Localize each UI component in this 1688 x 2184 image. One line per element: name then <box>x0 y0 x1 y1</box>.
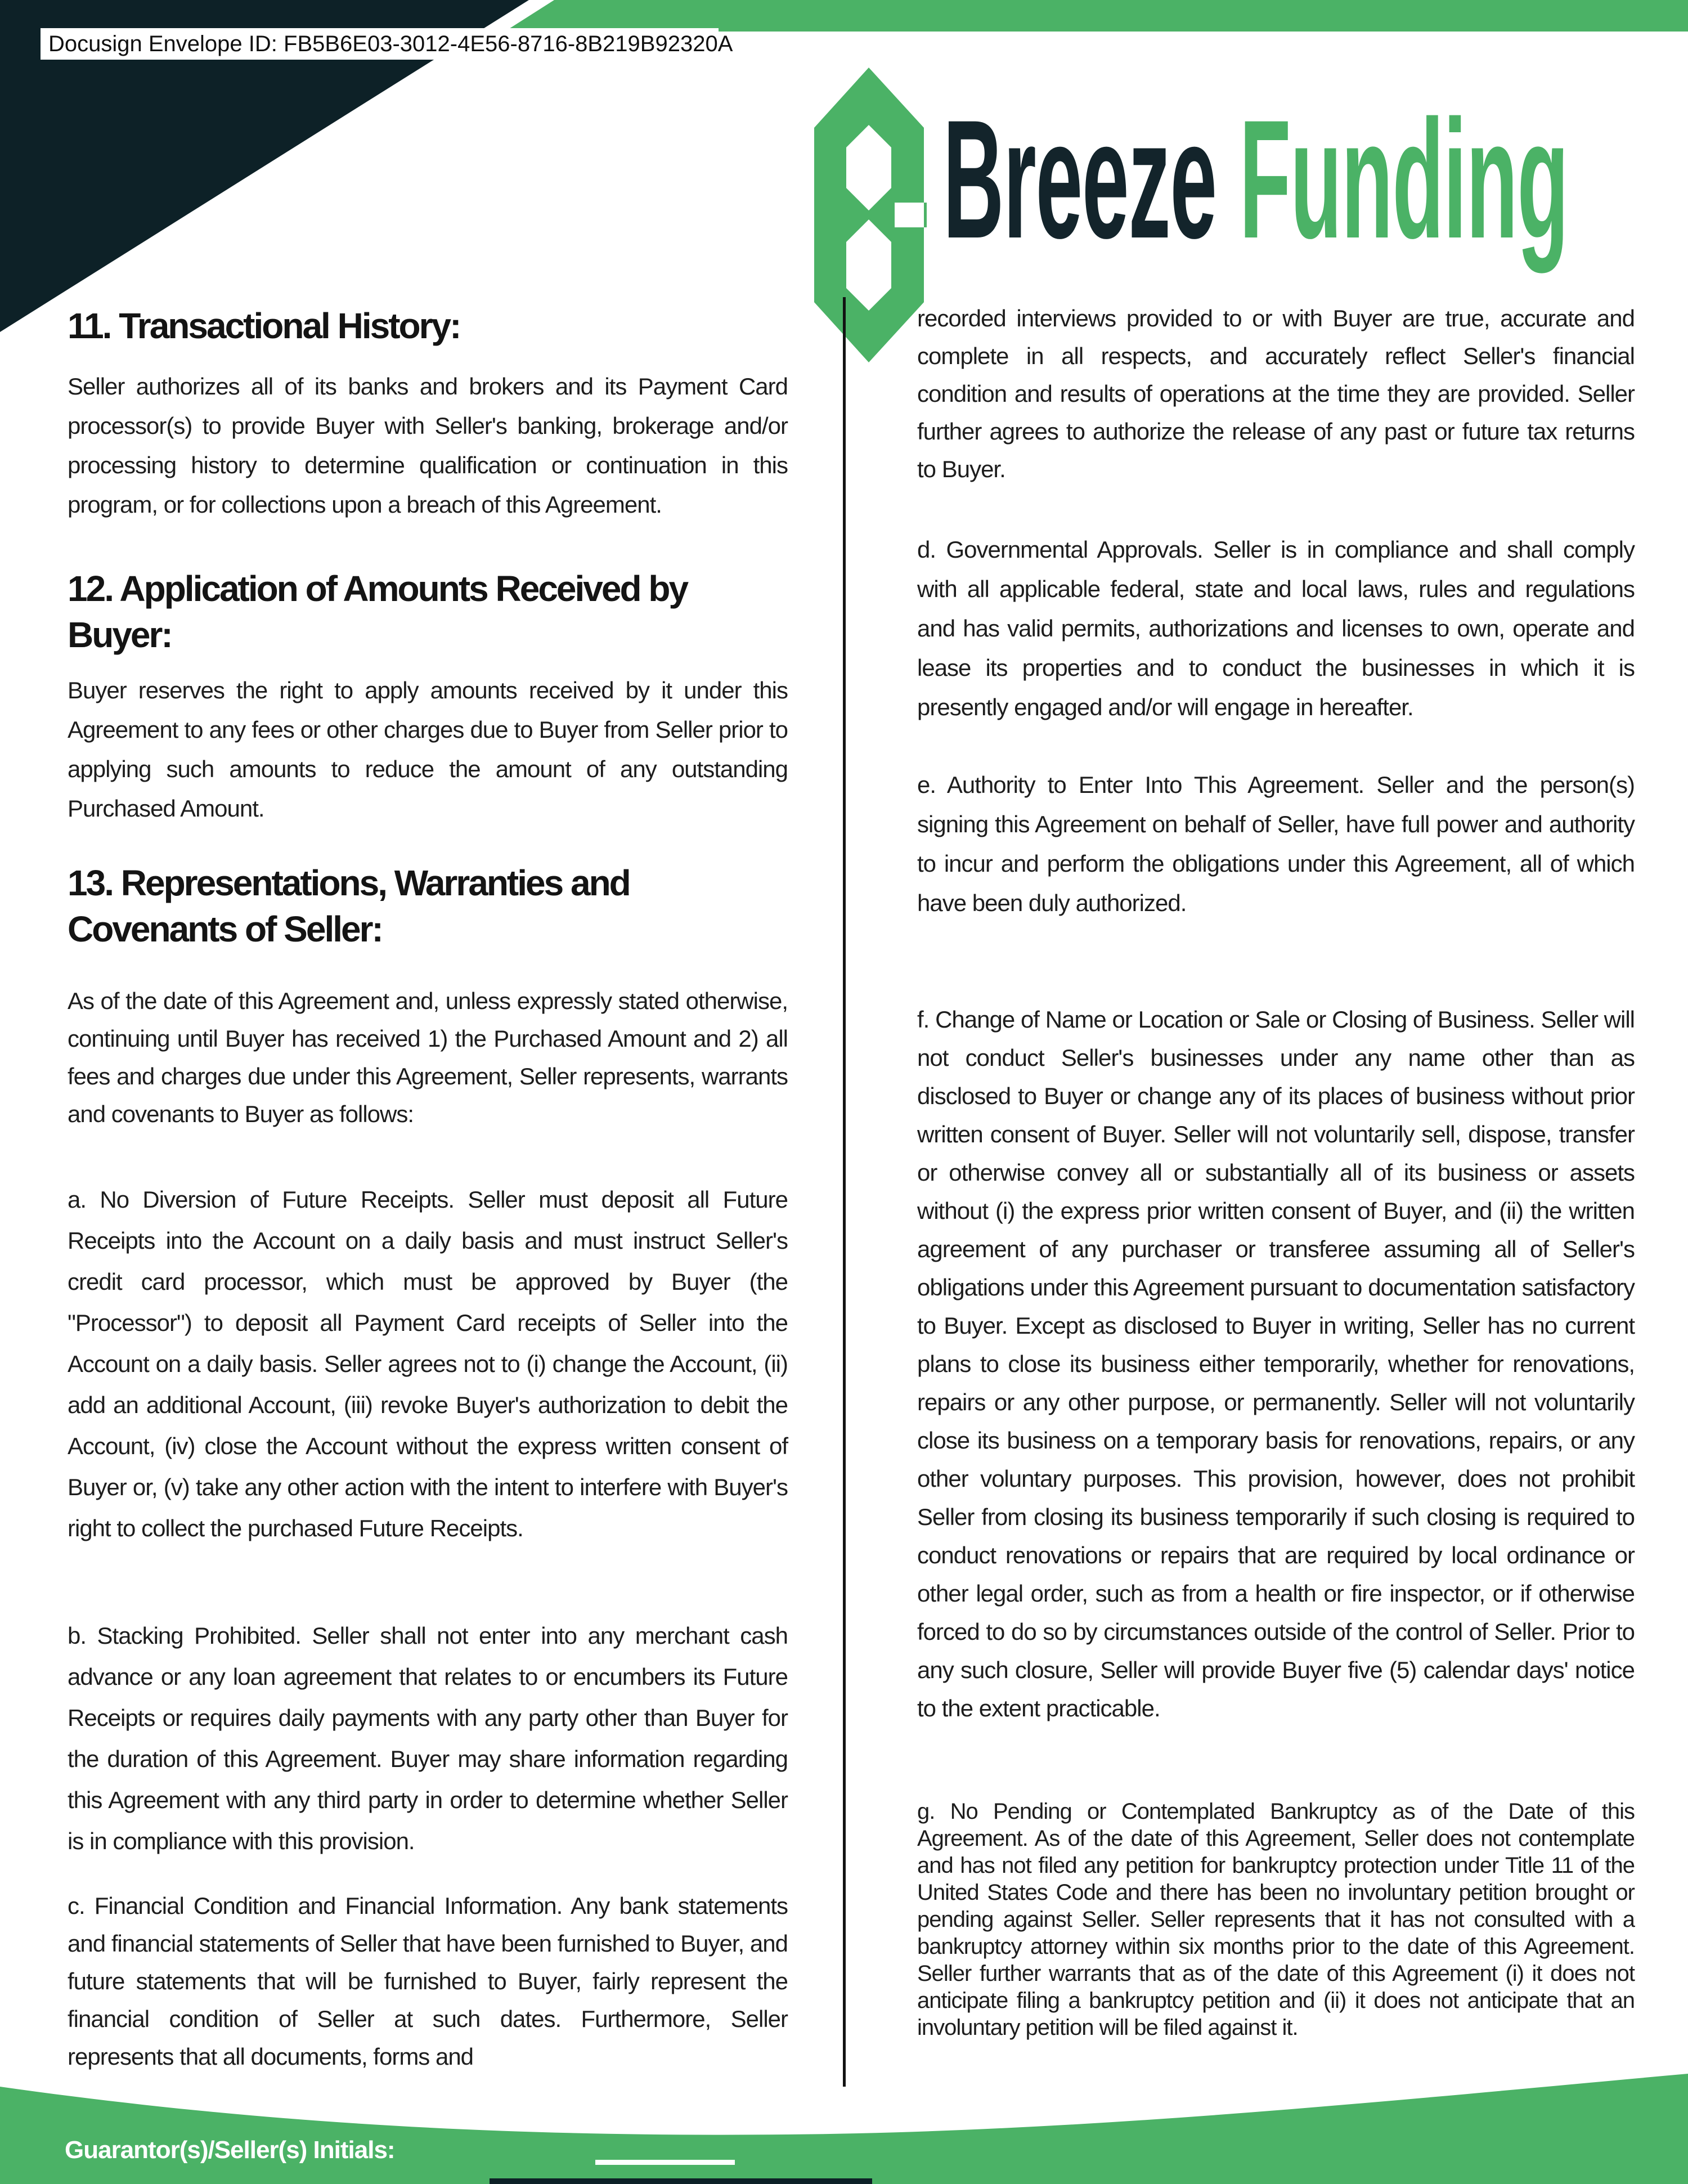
section-13-item-a: a. No Diversion of Future Receipts. Seller must deposit all Future Receipts into the Account on a daily basis and must instruct Seller's credit card processor, which must be approved by Buyer (the "Processor") to deposit all Payment Card receipts of Seller into the Account on a daily basis. Seller agrees not to (i) change the Account, (ii) add an additional Account, (iii) revoke Buyer's authorization to debit the Account, (iv) close the Account without the express written consent of Buyer or, (v) take any other action with the intent to interfere with Buyer's right to collect the purchased Future Receipts. <box>68 1186 788 1541</box>
footer-dark-strip <box>490 2178 872 2184</box>
section-13-item-e: e. Authority to Enter Into This Agreement. Seller and the person(s) signing this Agreement on behalf of Seller, have full power and authority to incur and perform the obligations under this Agreement, all of which have been duly authorized. <box>917 772 1635 916</box>
section-13-item-c: c. Financial Condition and Financial Information. Any bank statements and financial statements of Seller that have been furnished to Buyer, and future statements that will be furnished to Buyer, fairly represent the financial condition of Seller at such dates. Furthermore, Seller represents that all documents, forms and <box>68 1892 788 2070</box>
section-11-body: Seller authorizes all of its banks and brokers and its Payment Card processor(s) to provide Buyer with Seller's banking, brokerage and/or processing history to determine qualification or continuation in this program, or for collections upon a breach of this Agreement. <box>68 373 788 518</box>
logo-word-breeze: Breeze <box>943 84 1216 273</box>
section-13-item-c-continued: recorded interviews provided to or with Buyer are true, accurate and complete in all respects, and accurately reflect Seller's financial condition and results of operations at the time they are provided. Seller further agrees to authorize the release of any past or future tax returns to Buyer. <box>917 305 1635 482</box>
top-green-band <box>505 0 1688 32</box>
column-divider <box>843 297 846 2087</box>
section-12-body: Buyer reserves the right to apply amounts received by it under this Agreement to any fees or other charges due to Buyer from Seller prior to applying such amounts to reduce the amount of any outstanding Purchased Amount. <box>68 677 788 822</box>
docusign-envelope-bar <box>41 28 733 60</box>
logo-word-funding: Funding <box>1239 84 1569 273</box>
docusign-envelope-id: Docusign Envelope ID: FB5B6E03-3012-4E56-8716-8B219B92320A <box>48 31 733 56</box>
section-13-item-f: f. Change of Name or Location or Sale or Closing of Business. Seller will not conduct Seller's businesses under any name other than as disclosed to Buyer or change any of its places of business without prior written consent of Buyer. Seller will not voluntarily sell, dispose, transfer or otherwise convey all or substantially all of its business or assets without (i) the express prior written consent of Buyer, and (ii) the written agreement of any purchaser or transferee assuming all of Seller's obligations under this Agreement pursuant to documentation satisfactory to Buyer. Except as disclosed to Buyer in writing, Seller has no current plans to close its business either temporarily, whether for renovations, repairs or any other purpose, or permanently. Seller will not voluntarily close its business on a temporary basis for renovations, repairs, or any other voluntary purposes. This provision, however, does not prohibit Seller from closing its business temporarily if such closing is required to conduct renovations or repairs that are required by local ordinance or other legal order, such as from a health or fire inspector, or if otherwise forced to do so by circumstances outside of the control of Seller. Prior to any such closure, Seller will provide Buyer five (5) calendar days' notice to the extent practicable. <box>917 1006 1635 1721</box>
footer-green-wave <box>0 2054 1688 2184</box>
section-13-intro: As of the date of this Agreement and, unless expressly stated otherwise, continuing until Buyer has received 1) the Purchased Amount and 2) all fees and charges due under this Agreement, Seller represents, warrants and covenants to Buyer as follows: <box>68 988 788 1127</box>
footer-initials-label: Guarantor(s)/Seller(s) Initials: <box>65 2136 395 2164</box>
initials-signature-line[interactable] <box>595 2160 735 2165</box>
section-11-title: 11. Transactional History: <box>68 306 460 346</box>
section-13-item-b: b. Stacking Prohibited. Seller shall not enter into any merchant cash advance or any loan agreement that relates to or encumbers its Future Receipts or requires daily payments with any party other than Buyer for the duration of this Agreement. Buyer may share information regarding this Agreement with any third party in order to determine whether Seller is in compliance with this provision. <box>68 1622 788 1854</box>
logo-wordmark <box>943 84 1569 273</box>
breeze-b-icon <box>811 63 927 370</box>
section-12-title: 12. Application of Amounts Received by Buyer: <box>68 568 688 655</box>
section-13-title: 13. Representations, Warranties and Covenants of Seller: <box>68 863 630 949</box>
section-13-item-d: d. Governmental Approvals. Seller is in compliance and shall comply with all applicable federal, state and local laws, rules and regulations and has valid permits, authorizations and licenses to own, operate and lease its properties and to conduct the businesses in which it is presently engaged and/or will engage in hereafter. <box>917 536 1635 720</box>
section-13-item-g: g. No Pending or Contemplated Bankruptcy as of the Date of this Agreement. As of the date of this Agreement, Seller does not contemplate and has not filed any petition for bankruptcy protection under Title 11 of the United States Code and there has been no involuntary petition brought or pending against Seller. Seller represents that it has not consulted with a bankruptcy attorney within six months prior to the date of this Agreement. Seller further warrants that as of the date of this Agreement (i) it does not anticipate filing a bankruptcy petition and (ii) it does not anticipate that an involuntary petition will be filed against it. <box>917 1799 1635 2040</box>
